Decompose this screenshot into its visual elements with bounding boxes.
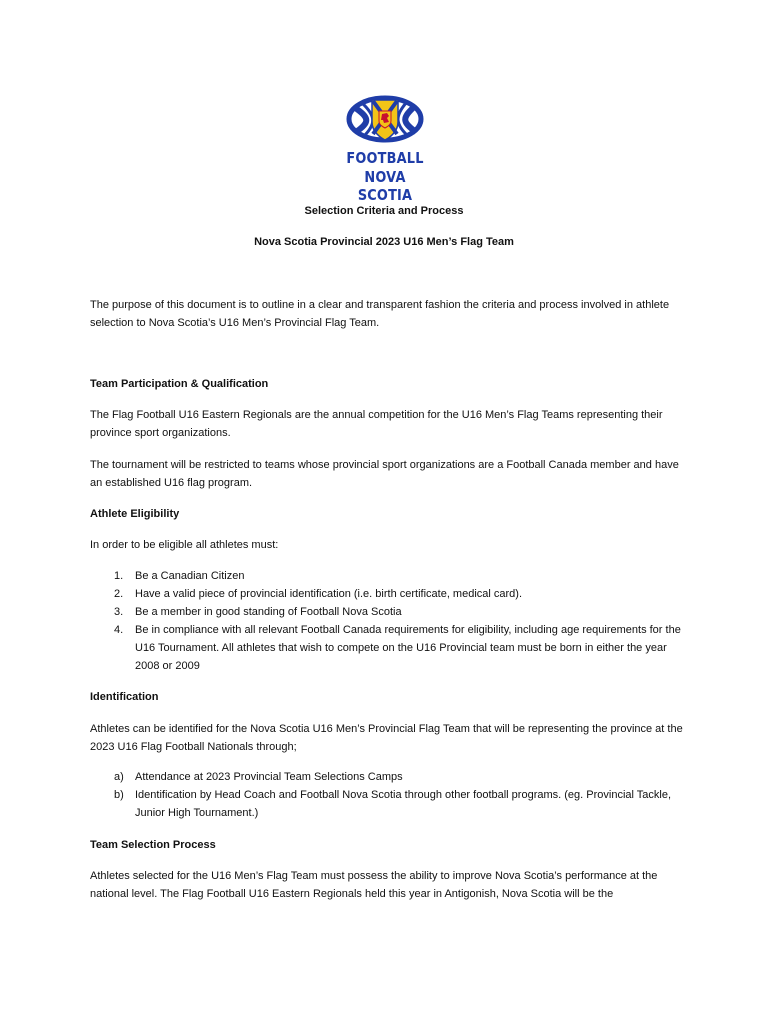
football-nova-scotia-logo [332,94,438,204]
eligibility-list [90,567,690,675]
selection-heading: Team Selection Process [90,839,216,851]
document-subtitle: Nova Scotia Provincial 2023 U16 Men’s Flag Team [254,236,514,248]
team-participation-paragraph-2: The tournament will be restricted to teams whose provincial sport organizations are a Football Canada member and have an established U16 flag program. [90,459,679,489]
team-participation-heading: Team Participation & Qualification [90,378,269,390]
list-item [90,621,690,675]
list-item [90,603,690,621]
eligibility-intro: In order to be eligible all athletes must: [90,539,279,551]
selection-paragraph-1: Athletes selected for the U16 Men’s Flag Team must possess the ability to improve Nova Scotia’s performance at the national level. The Flag Football U16 Eastern Regionals held this year in Antigonish, Nova Scotia will be the [90,870,658,900]
list-marker: b) [114,789,124,801]
list-item-text: Be in compliance with all relevant Football Canada requirements for eligibility, including age requirements for the U16 Tournament. All athletes that wish to compete on the U16 Provincial team must be born in either the year 2008 or 2009 [135,624,681,672]
list-marker: a) [114,771,124,783]
football-shield-icon [332,94,438,150]
eligibility-heading: Athlete Eligibility [90,508,180,520]
list-marker: 3. [114,606,124,618]
list-item-text: Be a member in good standing of Football Nova Scotia [135,606,402,618]
list-item [90,567,690,585]
identification-heading: Identification [90,691,159,703]
list-item [90,768,690,786]
intro-paragraph: The purpose of this document is to outline in a clear and transparent fashion the criteria and process involved in athlete selection to Nova Scotia’s U16 Men’s Provincial Flag Team. [90,299,670,329]
list-item [90,585,690,603]
list-marker: 2. [114,588,124,600]
list-item-text: Be a Canadian Citizen [135,570,245,582]
identification-list [90,768,690,822]
list-item-text: Attendance at 2023 Provincial Team Selections Camps [135,771,403,783]
list-item [90,786,690,822]
logo-text-line1: FOOTBALL [346,149,424,167]
list-item-text: Have a valid piece of provincial identification (i.e. birth certificate, medical card). [135,588,523,600]
identification-intro: Athletes can be identified for the Nova Scotia U16 Men’s Provincial Flag Team that will be representing the province at the 2023 U16 Flag Football Nationals through; [90,723,683,753]
team-participation-paragraph-1: The Flag Football U16 Eastern Regionals are the annual competition for the U16 Men’s Flag Teams representing their province sport organizations. [90,409,663,439]
document-title: Selection Criteria and Process [304,205,464,217]
logo-text-line2: NOVA SCOTIA [357,168,413,204]
list-item-text: Identification by Head Coach and Football Nova Scotia through other football programs. (eg. Provincial Tackle, Junior High Tournament.) [135,789,672,819]
list-marker: 4. [114,624,124,636]
list-marker: 1. [114,570,124,582]
